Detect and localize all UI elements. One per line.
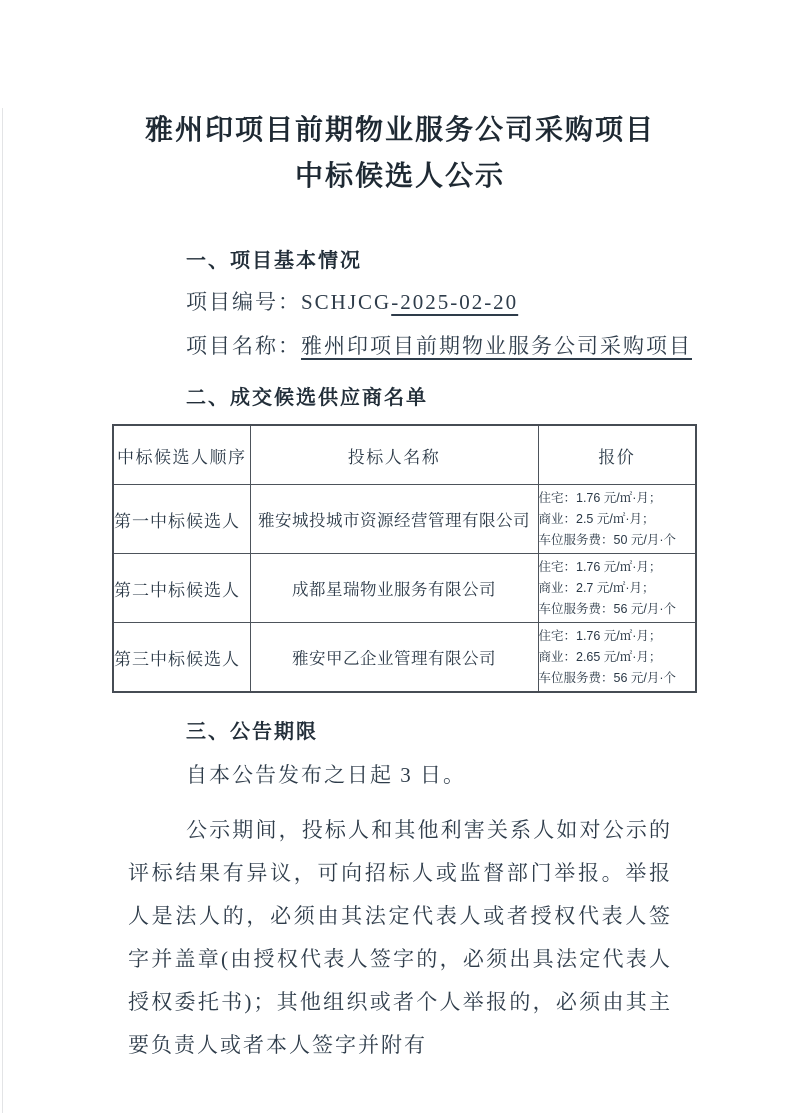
project-number-label: 项目编号： [186,290,301,314]
project-name-line [128,331,692,361]
table-row [113,554,696,623]
document-page [0,108,800,1067]
quote-cell [538,554,696,623]
table-header-row [113,425,696,485]
quote-cell [538,485,696,554]
quote-line-residential: 住宅：1.76 元/㎡·月； [538,559,662,574]
table-row [113,485,696,554]
quote-line-commercial: 商业：2.5 元/㎡·月； [538,511,655,526]
bidder-name: 成都星瑞物业服务有限公司 [250,554,538,623]
candidate-rank: 第二中标候选人 [113,554,250,623]
table-row [113,623,696,693]
project-number-value-underlined: -2025-02-20 [391,290,519,314]
candidate-rank: 第三中标候选人 [113,623,250,693]
quote-line-commercial: 商业：2.7 元/㎡·月； [538,580,655,595]
document-title-line1: 雅州印项目前期物业服务公司采购项目 [144,115,655,146]
section2-heading: 二、成交候选供应商名单 [186,387,428,409]
objection-procedure-text: 公示期间，投标人和其他利害关系人如对公示的评标结果有异议，可向招标人或监督部门举报。举报人是法人的，必须由其法定代表人或者授权代表人签字并盖章(由授权代表人签字的，必须出具法定代表人授权委托书)；其他组织或者个人举报的，必须由其主要负责人或者本人签字并附有 [128,818,672,1057]
project-number-line [128,287,672,317]
quote-line-parking: 车位服务费：56 元/月·个 [538,601,677,616]
candidates-table [112,424,697,693]
column-header-rank: 中标候选人顺序 [113,425,250,485]
project-number-value-prefix: SCHJCG [301,290,392,314]
column-header-quote: 报价 [538,425,696,485]
quote-line-residential: 住宅：1.76 元/㎡·月； [538,628,662,643]
quote-line-parking: 车位服务费：56 元/月·个 [538,670,677,685]
quote-line-commercial: 商业：2.65 元/㎡·月； [538,649,662,664]
quote-line-residential: 住宅：1.76 元/㎡·月； [538,490,662,505]
bidder-name: 雅安甲乙企业管理有限公司 [250,623,538,693]
document-title-line2: 中标候选人公示 [294,161,505,192]
project-name-value: 雅州印项目前期物业服务公司采购项目 [301,334,692,358]
document-title [0,108,800,200]
bidder-name: 雅安城投城市资源经营管理有限公司 [250,485,538,554]
quote-line-parking: 车位服务费：50 元/月·个 [538,532,677,547]
section3-heading: 三、公告期限 [186,721,318,743]
candidate-rank: 第一中标候选人 [113,485,250,554]
scan-edge-line [2,108,3,1113]
project-name-label: 项目名称： [186,334,301,358]
quote-cell [538,623,696,693]
document-body [114,244,692,1067]
notice-period-text: 自本公告发布之日起 3 日。 [186,763,466,787]
column-header-bidder: 投标人名称 [250,425,538,485]
section1-heading: 一、项目基本情况 [186,250,362,272]
